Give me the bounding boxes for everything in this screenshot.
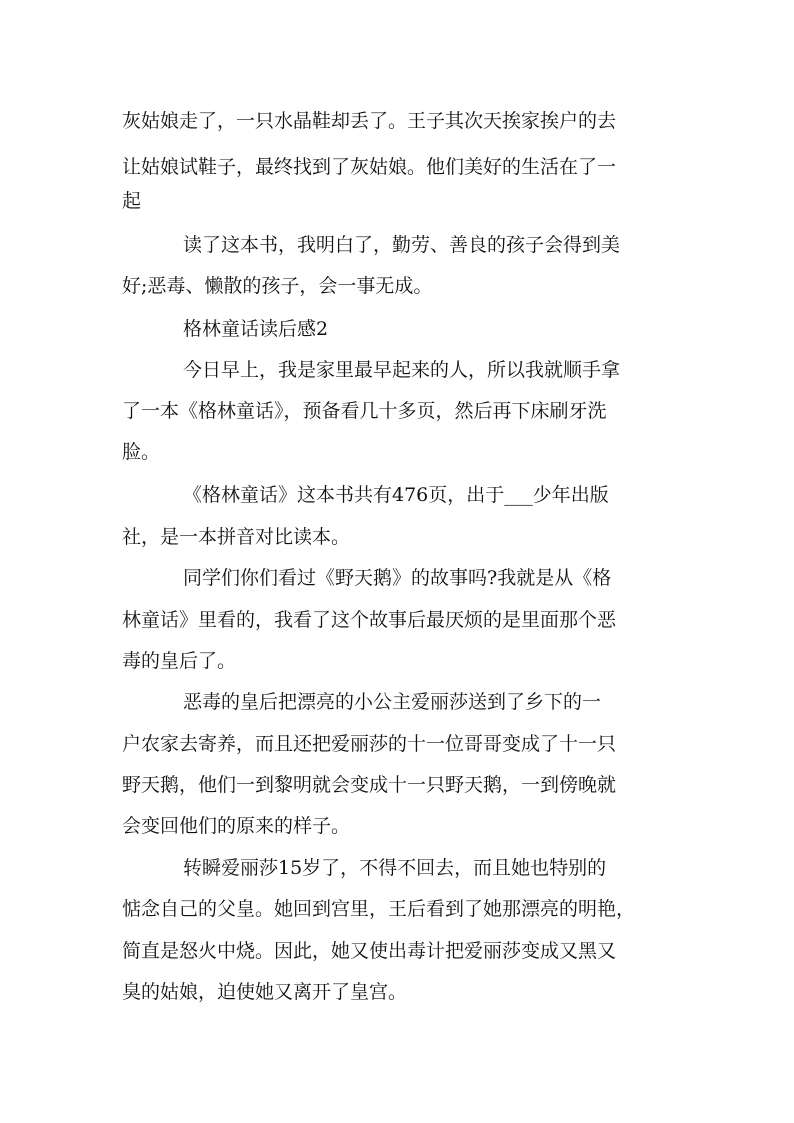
text-line: 让姑娘试鞋子，最终找到了灰姑娘。他们美好的生活在了一: [122, 156, 617, 178]
text-line: 惦念自己的父皇。她回到宫里，王后看到了她那漂亮的明艳，: [122, 898, 636, 920]
text-line: 恶毒的皇后把漂亮的小公主爱丽莎送到了乡下的一: [183, 691, 602, 713]
text-line: 今日早上，我是家里最早起来的人，所以我就顺手拿: [183, 359, 621, 381]
text-line: 起: [122, 190, 142, 212]
text-line: 简直是怒火中烧。因此，她又使出毒计把爱丽莎变成又黑又: [122, 940, 617, 962]
section-heading: 格林童话读后感2: [183, 318, 329, 340]
text-line: 读了这本书，我明白了，勤劳、善良的孩子会得到美: [183, 234, 621, 256]
text-line: 同学们你们看过《野天鹅》的故事吗?我就是从《格: [183, 567, 612, 589]
text-line: 臭的姑娘，迫使她又离开了皇宫。: [122, 981, 408, 1003]
text-line: 野天鹅，他们一到黎明就会变成十一只野天鹅，一到傍晚就: [122, 774, 617, 796]
text-line: 灰姑娘走了，一只水晶鞋却丢了。王子其次天挨家挨户的去: [122, 110, 617, 132]
text-line: 户农家去寄养，而且还把爱丽莎的十一位哥哥变成了十一只: [122, 733, 617, 755]
text-line: 社，是一本拼音对比读本。: [122, 526, 351, 548]
text-line: 《格林童话》这本书共有476页，出于___少年出版: [183, 484, 609, 506]
text-line: 毒的皇后了。: [122, 650, 237, 672]
text-line: 脸。: [122, 441, 161, 463]
text-line: 林童话》里看的，我看了这个故事后最厌烦的是里面那个恶: [122, 609, 617, 631]
text-line: 了一本《格林童话》，预备看几十多页，然后再下床刷牙洗: [122, 400, 607, 422]
text-line: 会变回他们的原来的样子。: [122, 815, 351, 837]
text-line: 好;恶毒、懒散的孩子，会一事无成。: [122, 275, 433, 297]
text-line: 转瞬爱丽莎15岁了，不得不回去，而且她也特别的: [183, 857, 607, 879]
